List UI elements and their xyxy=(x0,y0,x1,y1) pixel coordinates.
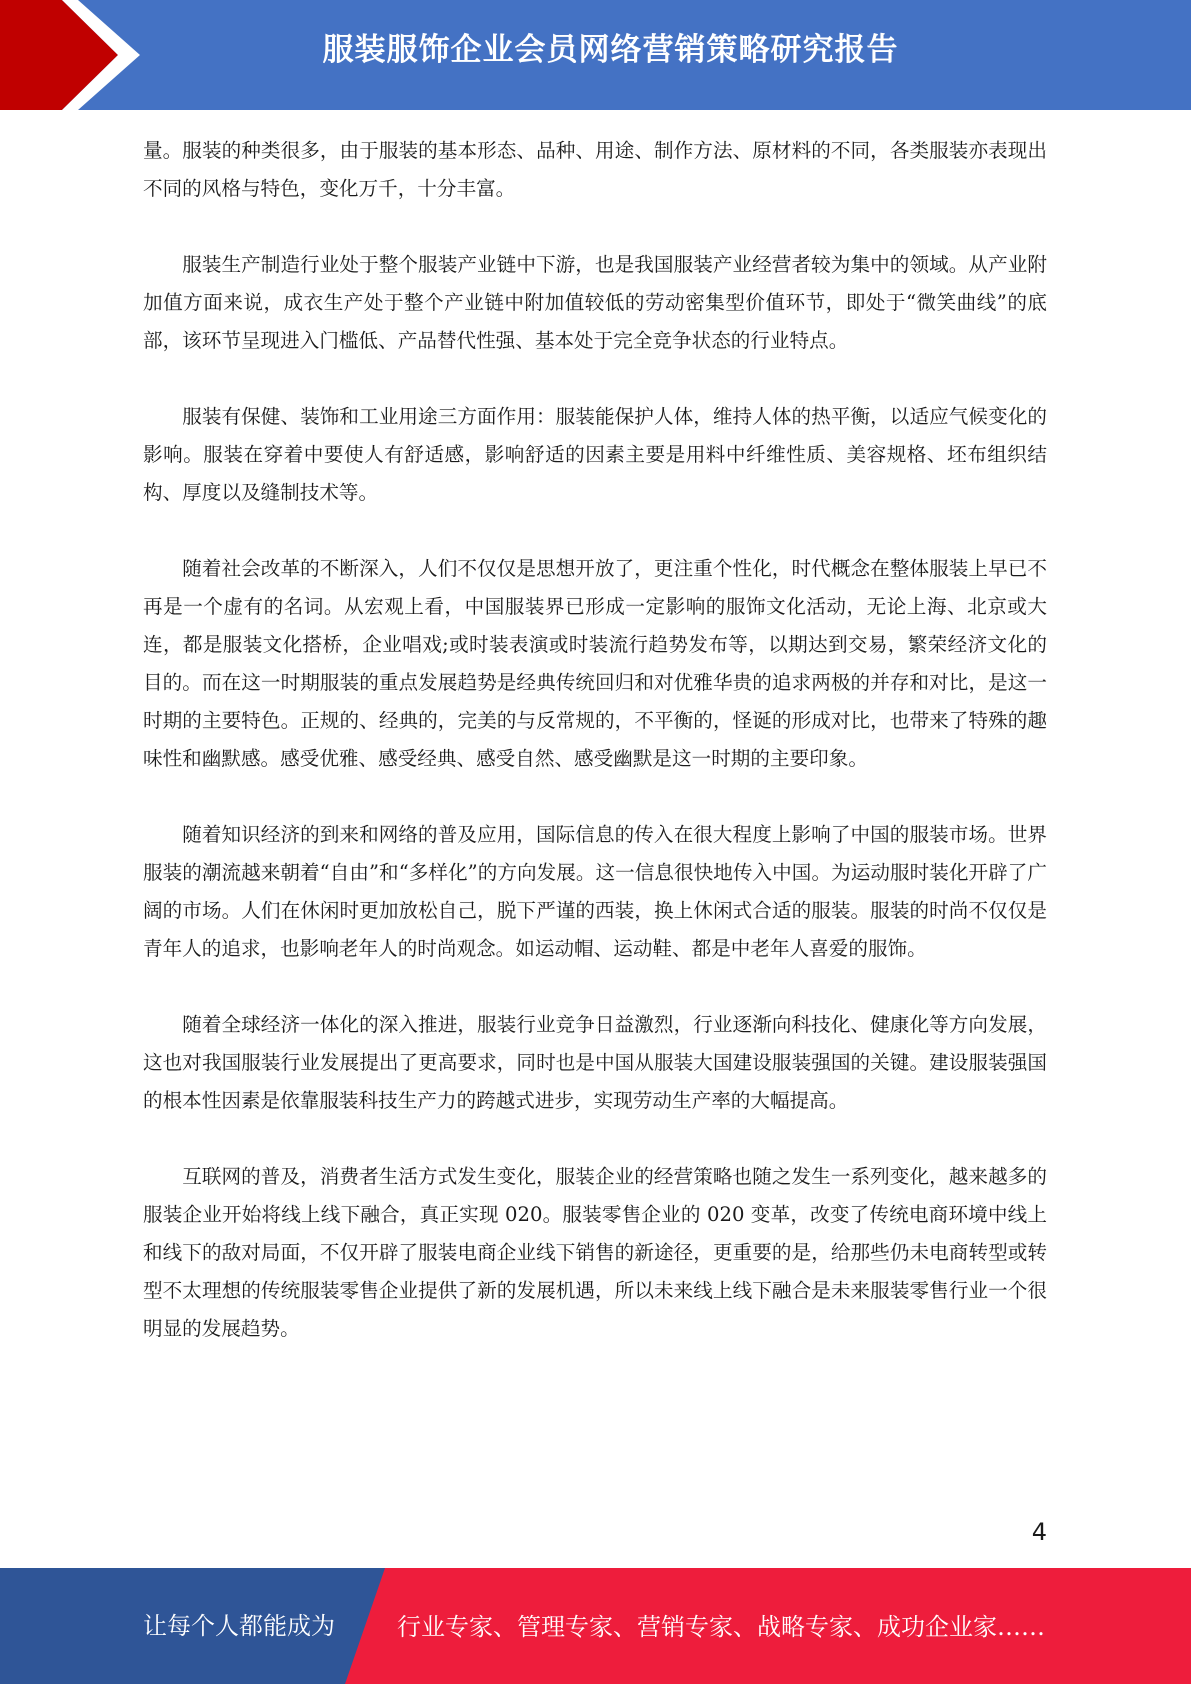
paragraph-6: 随着全球经济一体化的深入推进，服装行业竞争日益激烈，行业逐渐向科技化、健康化等方向发展，这也对我国服装行业发展提出了更高要求，同时也是中国从服装大国建设服装强国的关键。建设服装强国的根本性因素是依靠服装科技生产力的跨越式进步，实现劳动生产率的大幅提高。 xyxy=(143,1013,1047,1112)
header-chevron-icon xyxy=(0,0,160,110)
document-title: 服装服饰企业会员网络营销策略研究报告 xyxy=(322,32,899,68)
page-footer xyxy=(0,1568,1191,1684)
footer-slogan-right: 行业专家、管理专家、营销专家、战略专家、成功企业家…… xyxy=(397,1613,1045,1641)
footer-slogan-left: 让每个人都能成为 xyxy=(143,1612,335,1640)
document-body xyxy=(143,132,1047,1386)
paragraph-3: 服装有保健、装饰和工业用途三方面作用：服装能保护人体，维持人体的热平衡，以适应气候变化的影响。服装在穿着中要使人有舒适感，影响舒适的因素主要是用料中纤维性质、美容规格、坯布组织结构、厚度以及缝制技术等。 xyxy=(143,405,1047,504)
page-number: 4 xyxy=(1031,1518,1047,1546)
paragraph-4: 随着社会改革的不断深入，人们不仅仅是思想开放了，更注重个性化，时代概念在整体服装上早已不再是一个虚有的名词。从宏观上看，中国服装界已形成一定影响的服饰文化活动，无论上海、北京或大连，都是服装文化搭桥，企业唱戏;或时装表演或时装流行趋势发布等，以期达到交易，繁荣经济文化的目的。而在这一时期服装的重点发展趋势是经典传统回归和对优雅华贵的追求两极的并存和对比，是这一时期的主要特色。正规的、经典的，完美的与反常规的，不平衡的，怪诞的形成对比，也带来了特殊的趣味性和幽默感。感受优雅、感受经典、感受自然、感受幽默是这一时期的主要印象。 xyxy=(143,557,1047,770)
paragraph-7: 互联网的普及，消费者生活方式发生变化，服装企业的经营策略也随之发生一系列变化，越来越多的服装企业开始将线上线下融合，真正实现 020。服装零售企业的 020 变革，改变了传统电商环境中线上和线下的敌对局面，不仅开辟了服装电商企业线下销售的新途径，更重要的是，给那些仍未电商转型或转型不太理想的传统服装零售企业提供了新的发展机遇，所以未来线上线下融合是未来服装零售行业一个很明显的发展趋势。 xyxy=(143,1165,1047,1340)
paragraph-2: 服装生产制造行业处于整个服装产业链中下游，也是我国服装产业经营者较为集中的领域。从产业附加值方面来说，成衣生产处于整个产业链中附加值较低的劳动密集型价值环节，即处于“微笑曲线”的底部，该环节呈现进入门槛低、产品替代性强、基本处于完全竞争状态的行业特点。 xyxy=(143,253,1047,352)
page-header xyxy=(0,0,1191,110)
paragraph-1: 量。服装的种类很多，由于服装的基本形态、品种、用途、制作方法、原材料的不同，各类服装亦表现出不同的风格与特色，变化万千，十分丰富。 xyxy=(143,139,1047,200)
paragraph-5: 随着知识经济的到来和网络的普及应用，国际信息的传入在很大程度上影响了中国的服装市场。世界服装的潮流越来朝着“自由”和“多样化”的方向发展。这一信息很快地传入中国。为运动服时装化开辟了广阔的市场。人们在休闲时更加放松自己，脱下严谨的西装，换上休闲式合适的服装。服装的时尚不仅仅是青年人的追求，也影响老年人的时尚观念。如运动帽、运动鞋、都是中老年人喜爱的服饰。 xyxy=(143,823,1047,960)
